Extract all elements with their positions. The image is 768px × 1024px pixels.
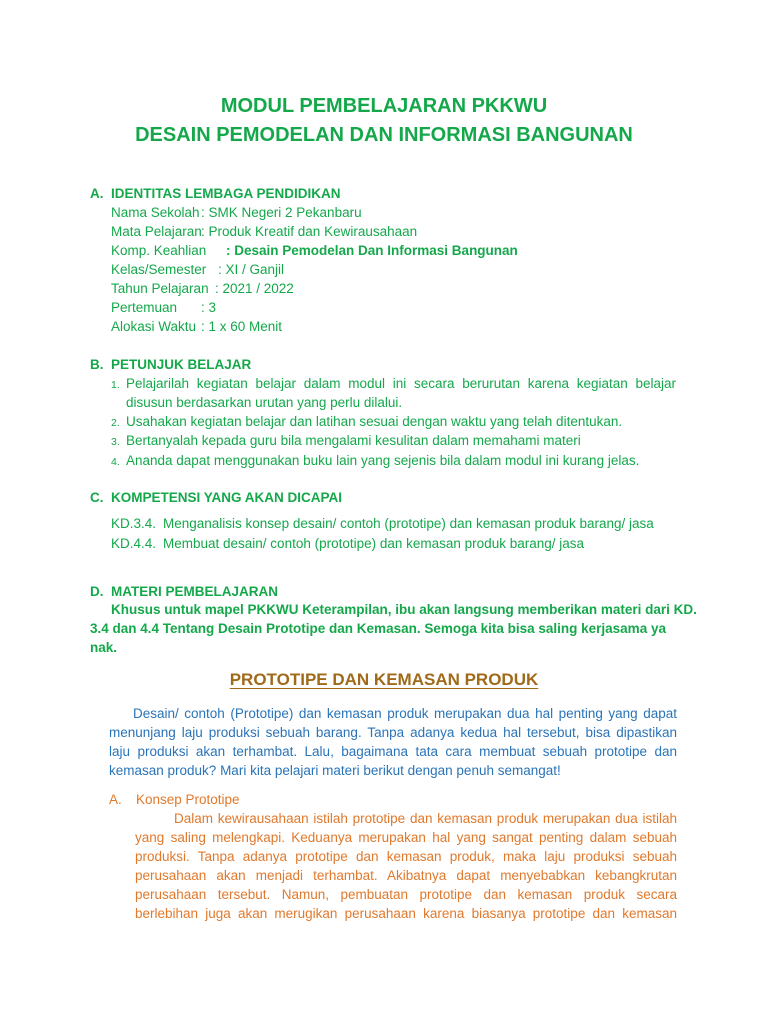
identity-row-duration [111,319,282,334]
identity-row-year [111,281,294,296]
section-a-heading [90,186,341,201]
instruction-item-1-line2: disusun berdasarkan urutan yang perlu dilalui. [126,395,403,410]
instruction-item-4: Ananda dapat menggunakan buku lain yang sejenis bila dalam modul ini kurang jelas. [126,453,640,468]
identity-label: Kelas/Semester [111,262,207,277]
identity-row-expertise [111,243,518,258]
section-b-heading [90,357,251,372]
list-number: 1. [111,379,120,391]
identity-value: : Desain Pemodelan Dan Informasi Bangunan [226,243,518,258]
subsection-letter: A. [109,792,122,807]
identity-label: Mata Pelajaran [111,224,202,239]
instruction-item-1-line1: Pelajarilah kegiatan belajar dalam modul ini secara berurutan karena kegiatan belajar [126,376,676,391]
identity-value: : 3 [201,300,217,315]
identity-value: : SMK Negeri 2 Pekanbaru [201,205,362,220]
list-number: 4. [111,456,120,468]
section-a-title: IDENTITAS LEMBAGA PENDIDIKAN [111,186,341,201]
identity-label: Alokasi Waktu [111,319,197,334]
intro-line2: menunjang laju produksi sebuah barang. Tanpa adanya kedua hal tersebut, bisa dipastikan [109,725,677,740]
list-number: 2. [111,417,120,429]
subsection-title: Konsep Prototipe [136,792,240,807]
instruction-item-3: Bertanyalah kepada guru bila mengalami kesulitan dalam memahami materi [126,433,581,448]
concept-line5: perusahaan tersebut. Namun, pembuatan prototipe dan kemasan produk secara [135,887,677,902]
identity-value: : 2021 / 2022 [215,281,294,296]
competency-code: KD.3.4. [111,516,157,531]
section-d-title: MATERI PEMBELAJARAN [111,584,279,599]
intro-line1: Desain/ contoh (Prototipe) dan kemasan produk merupakan dua hal penting yang dapat [133,706,677,721]
competency-text: Menganalisis konsep desain/ contoh (prototipe) dan kemasan produk barang/ jasa [163,516,654,531]
competency-kd-3-4 [111,516,654,531]
identity-row-school [111,205,362,220]
section-b-title: PETUNJUK BELAJAR [111,357,252,372]
concept-line1: Dalam kewirausahaan istilah prototipe dan kemasan produk merupakan dua istilah [174,811,677,826]
material-title-text: PROTOTIPE DAN KEMASAN PRODUK [229,670,539,689]
intro-line4: kemasan produk? Mari kita pelajari materi berikut dengan penuh semangat! [109,763,561,778]
section-b-letter: B. [90,357,104,372]
identity-label: Nama Sekolah [111,205,200,220]
identity-row-class [111,262,284,277]
module-title-line2: DESAIN PEMODELAN DAN INFORMASI BANGUNAN [135,124,633,146]
section-c-heading [90,490,342,505]
identity-label: Pertemuan [111,300,178,315]
subsection-heading [109,792,240,807]
intro-line3: laju produksi akan terhambat. Lalu, bagaimana tata cara membuat sebuah prototipe dan [109,744,677,759]
section-d-heading [90,584,278,599]
identity-value: : XI / Ganjil [218,262,285,277]
identity-label: Tahun Pelajaran [111,281,209,296]
materi-note-line3: nak. [90,640,118,655]
identity-row-meeting [111,300,216,315]
instruction-item-2: Usahakan kegiatan belajar dan latihan sesuai dengan waktu yang telah ditentukan. [126,414,623,429]
concept-line6: berlebihan juga akan merugikan perusahaan karena biasanya prototipe dan kemasan [135,906,677,921]
section-a-letter: A. [90,186,104,201]
identity-label: Komp. Keahlian [111,243,207,258]
section-c-letter: C. [90,490,104,505]
module-title-line1: MODUL PEMBELAJARAN PKKWU [220,95,548,117]
identity-value: : 1 x 60 Menit [201,319,283,334]
materi-note-line2: 3.4 dan 4.4 Tentang Desain Prototipe dan Kemasan. Semoga kita bisa saling kerjasama ya [90,621,666,636]
competency-kd-4-4 [111,536,584,551]
competency-code: KD.4.4. [111,536,157,551]
materi-note-line1: Khusus untuk mapel PKKWU Keterampilan, ibu akan langsung memberikan materi dari KD. [111,602,697,617]
section-d-letter: D. [90,584,104,599]
material-title [0,670,768,690]
competency-text: Membuat desain/ contoh (prototipe) dan kemasan produk barang/ jasa [163,536,585,551]
identity-row-subject [111,224,417,239]
section-c-title: KOMPETENSI YANG AKAN DICAPAI [111,490,343,505]
identity-value: : Produk Kreatif dan Kewirausahaan [201,224,418,239]
concept-line2: yang saling melengkapi. Keduanya merupakan hal yang sangat penting dalam sebuah [135,830,677,845]
list-number: 3. [111,436,120,448]
concept-line3: produksi. Tanpa adanya prototipe dan kemasan produk, maka laju produksi sebuah [135,849,677,864]
concept-line4: perusahaan akan menjadi terhambat. Akibatnya dapat menyebabkan kebangkrutan [135,868,677,883]
